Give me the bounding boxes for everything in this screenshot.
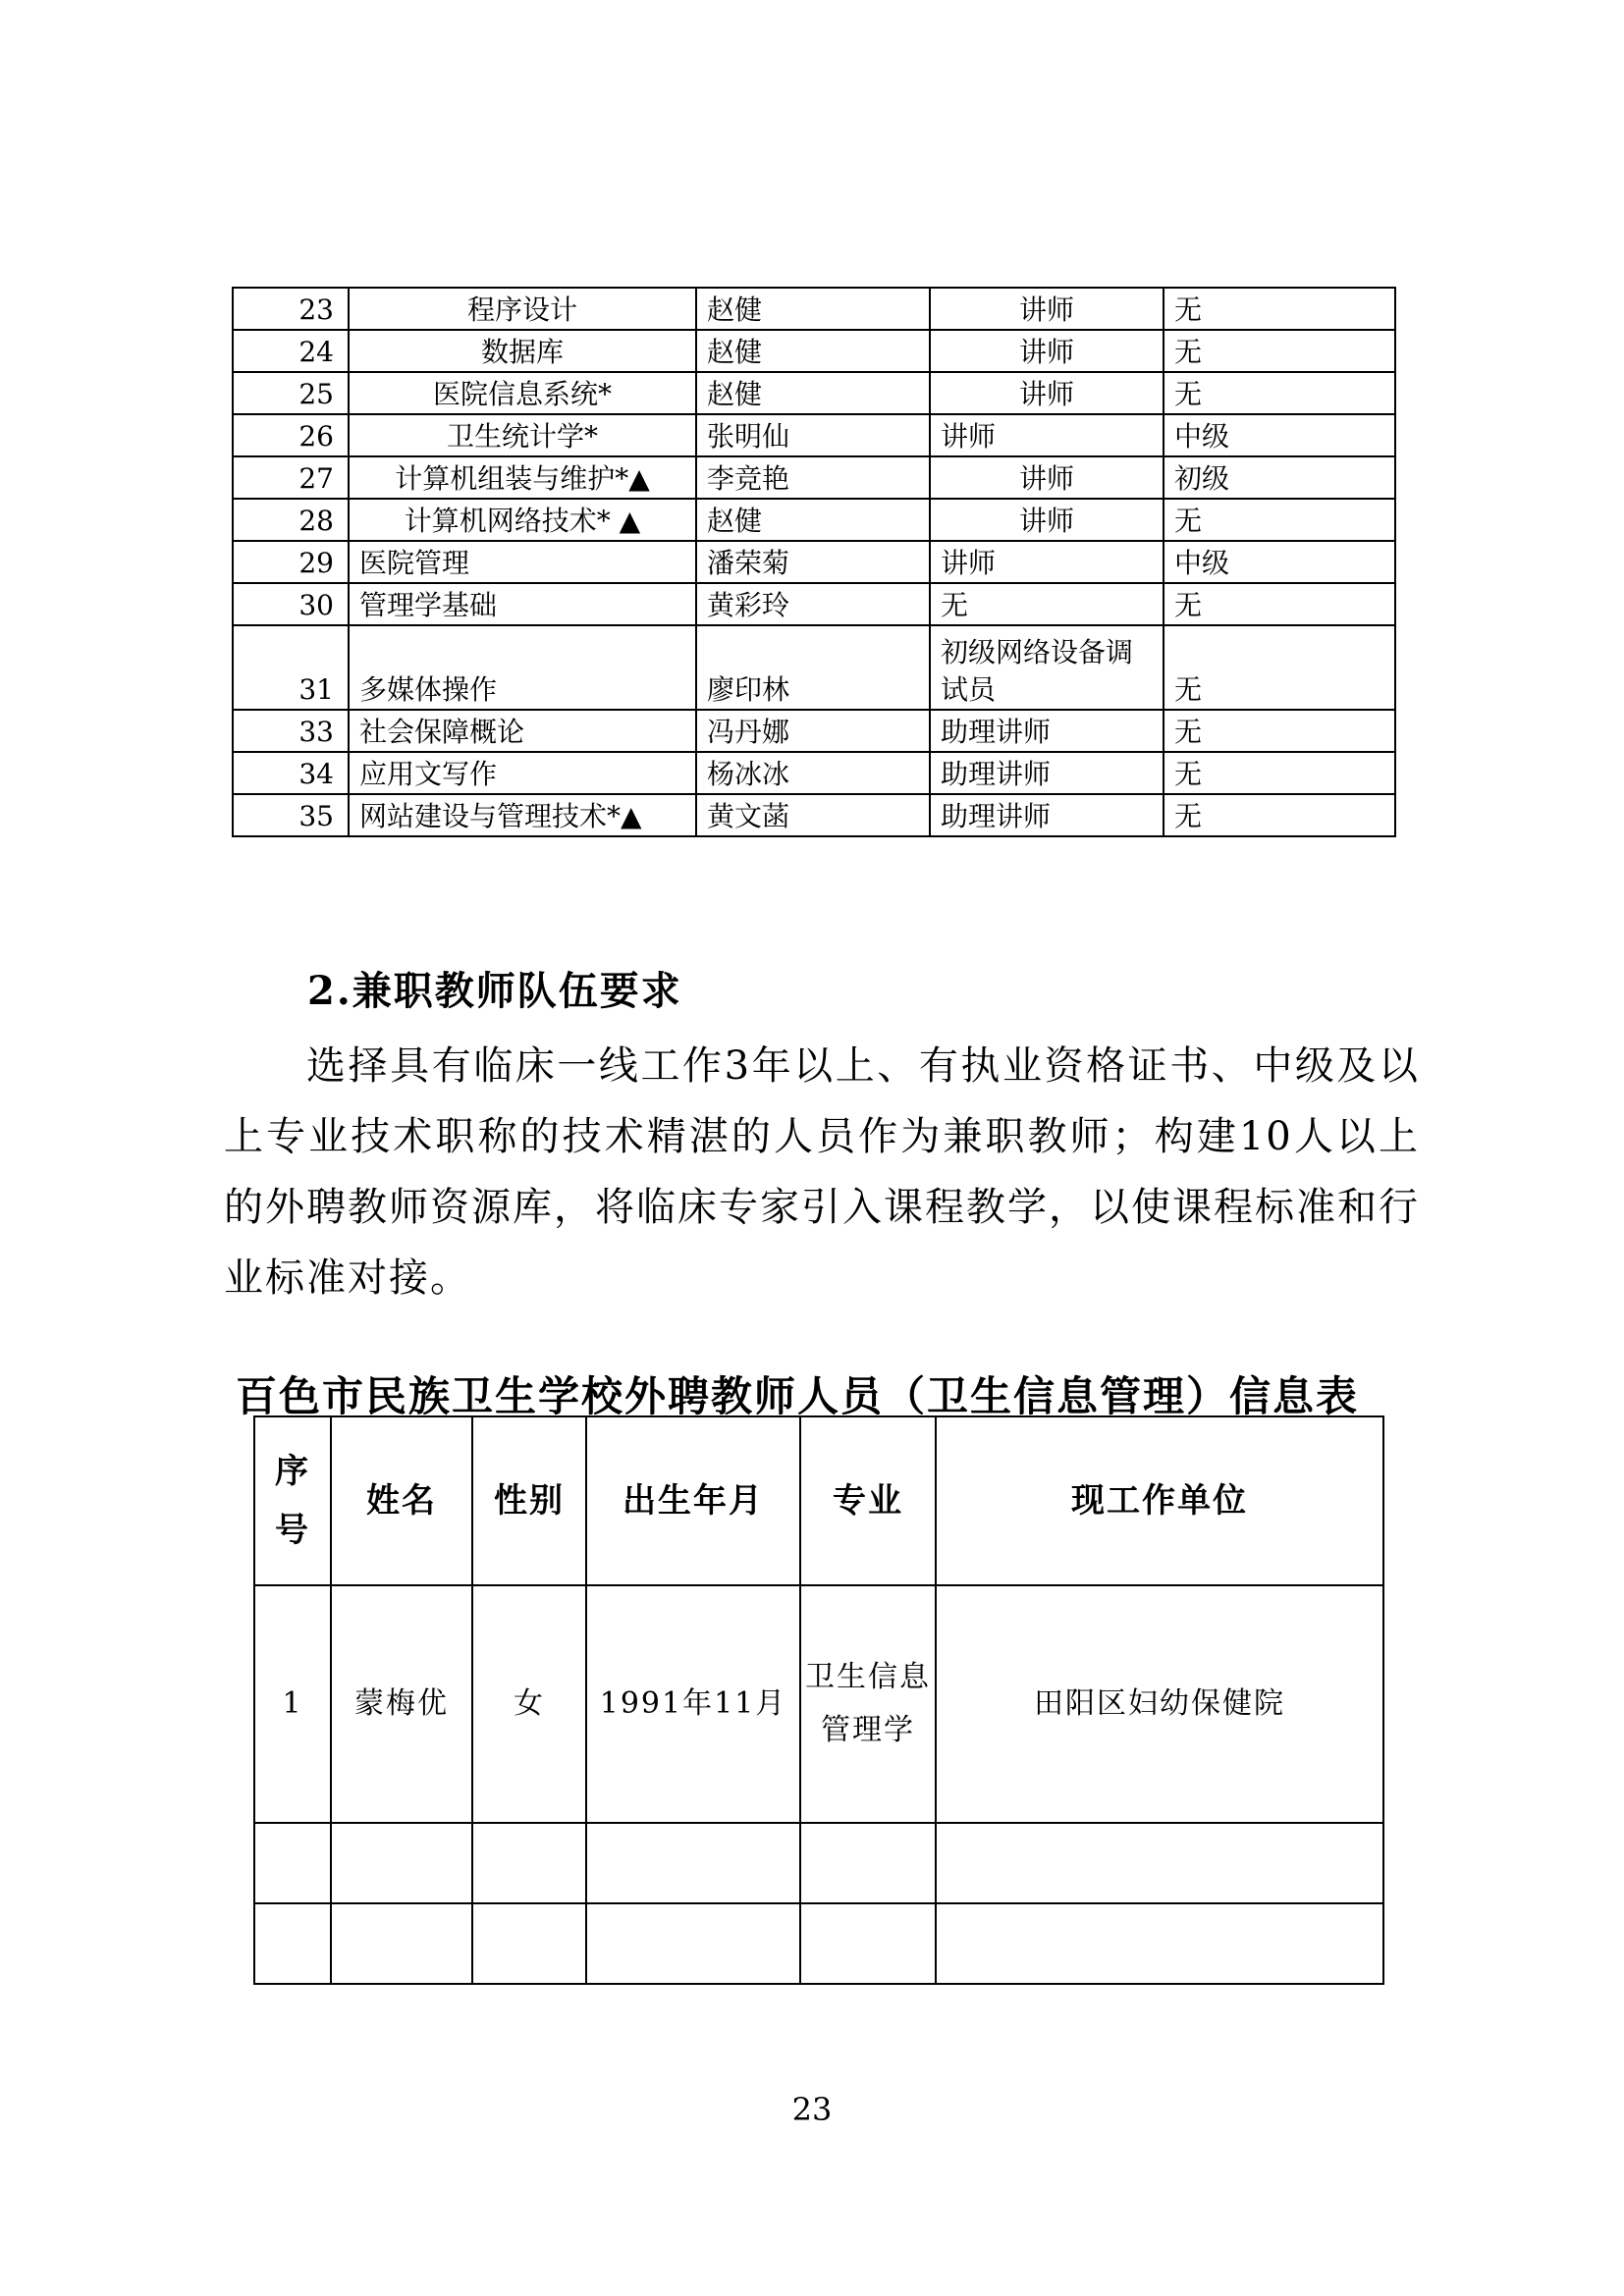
teacher-name-cell: 黄文菡 xyxy=(696,794,930,836)
teacher-name-cell: 廖印林 xyxy=(696,625,930,710)
empty-cell xyxy=(331,1823,472,1903)
teacher-name-cell: 赵健 xyxy=(696,499,930,541)
course-name-cell: 管理学基础 xyxy=(349,583,696,625)
row-number-cell: 30 xyxy=(233,583,349,625)
teacher-title-cell: 讲师 xyxy=(930,288,1164,330)
table-header-row xyxy=(254,1416,1383,1585)
row-number-cell: 26 xyxy=(233,414,349,456)
teacher-title-cell: 讲师 xyxy=(930,414,1164,456)
course-name-cell: 医院管理 xyxy=(349,541,696,583)
empty-cell xyxy=(800,1903,936,1984)
birth-cell: 1991年11月 xyxy=(586,1585,800,1823)
qualification-cell: 无 xyxy=(1164,499,1395,541)
qualification-cell: 无 xyxy=(1164,625,1395,710)
header-no: 序 号 xyxy=(254,1416,331,1585)
table-caption: 百色市民族卫生学校外聘教师人员（卫生信息管理）信息表 xyxy=(236,1372,1360,1420)
teacher-name-cell: 赵健 xyxy=(696,288,930,330)
header-birth: 出生年月 xyxy=(586,1416,800,1585)
empty-cell xyxy=(254,1903,331,1984)
table-row xyxy=(233,414,1395,456)
header-name: 姓名 xyxy=(331,1416,472,1585)
course-name-cell: 计算机网络技术* ▲ xyxy=(349,499,696,541)
teacher-name-cell: 赵健 xyxy=(696,330,930,372)
course-name-cell: 应用文写作 xyxy=(349,752,696,794)
course-teacher-table-body xyxy=(233,288,1395,836)
teacher-title-cell: 讲师 xyxy=(930,499,1164,541)
course-name-cell: 网站建设与管理技术*▲ xyxy=(349,794,696,836)
table-row xyxy=(233,288,1395,330)
empty-cell xyxy=(331,1903,472,1984)
qualification-cell: 无 xyxy=(1164,710,1395,752)
table-row xyxy=(233,372,1395,414)
qualification-cell: 中级 xyxy=(1164,541,1395,583)
empty-table-row xyxy=(254,1823,1383,1903)
header-employer: 现工作单位 xyxy=(936,1416,1383,1585)
table-row xyxy=(233,625,1395,710)
row-number-cell: 28 xyxy=(233,499,349,541)
external-teacher-table xyxy=(253,1415,1384,1985)
qualification-cell: 无 xyxy=(1164,583,1395,625)
header-major: 专业 xyxy=(800,1416,936,1585)
course-name-cell: 数据库 xyxy=(349,330,696,372)
teacher-name-cell: 张明仙 xyxy=(696,414,930,456)
table-row xyxy=(233,499,1395,541)
teacher-title-cell: 讲师 xyxy=(930,372,1164,414)
teacher-title-cell: 无 xyxy=(930,583,1164,625)
qualification-cell: 初级 xyxy=(1164,456,1395,499)
page-number: 23 xyxy=(791,2091,833,2128)
row-number-cell: 34 xyxy=(233,752,349,794)
teacher-title-cell: 助理讲师 xyxy=(930,752,1164,794)
empty-cell xyxy=(586,1823,800,1903)
row-number-cell: 25 xyxy=(233,372,349,414)
table-row xyxy=(233,710,1395,752)
name-cell: 蒙梅优 xyxy=(331,1585,472,1823)
empty-cell xyxy=(472,1823,586,1903)
table-row xyxy=(233,330,1395,372)
teacher-title-cell: 助理讲师 xyxy=(930,710,1164,752)
no-cell: 1 xyxy=(254,1585,331,1823)
major-cell: 卫生信息管理学 xyxy=(800,1585,936,1823)
table-row xyxy=(254,1585,1383,1823)
qualification-cell: 无 xyxy=(1164,794,1395,836)
section-paragraph: 选择具有临床一线工作3年以上、有执业资格证书、中级及以上专业技术职称的技术精湛的人员作为兼职教师；构建10人以上的外聘教师资源库，将临床专家引入课程教学，以使课程标准和行业标准对接。 xyxy=(224,1043,1420,1301)
row-number-cell: 31 xyxy=(233,625,349,710)
header-gender: 性别 xyxy=(472,1416,586,1585)
row-number-cell: 24 xyxy=(233,330,349,372)
course-name-cell: 医院信息系统* xyxy=(349,372,696,414)
course-name-cell: 卫生统计学* xyxy=(349,414,696,456)
table-row xyxy=(233,794,1395,836)
row-number-cell: 23 xyxy=(233,288,349,330)
qualification-cell: 无 xyxy=(1164,288,1395,330)
teacher-title-cell: 初级网络设备调试员 xyxy=(930,625,1164,710)
employer-cell: 田阳区妇幼保健院 xyxy=(936,1585,1383,1823)
table-row xyxy=(233,541,1395,583)
gender-cell: 女 xyxy=(472,1585,586,1823)
row-number-cell: 27 xyxy=(233,456,349,499)
course-teacher-table xyxy=(232,287,1396,837)
empty-table-row xyxy=(254,1903,1383,1984)
course-name-cell: 程序设计 xyxy=(349,288,696,330)
teacher-title-cell: 讲师 xyxy=(930,541,1164,583)
empty-cell xyxy=(472,1903,586,1984)
empty-cell xyxy=(586,1903,800,1984)
teacher-name-cell: 冯丹娜 xyxy=(696,710,930,752)
table-row xyxy=(233,456,1395,499)
row-number-cell: 35 xyxy=(233,794,349,836)
course-name-cell: 社会保障概论 xyxy=(349,710,696,752)
row-number-cell: 29 xyxy=(233,541,349,583)
table-row xyxy=(233,583,1395,625)
qualification-cell: 无 xyxy=(1164,330,1395,372)
course-name-cell: 计算机组装与维护*▲ xyxy=(349,456,696,499)
teacher-title-cell: 助理讲师 xyxy=(930,794,1164,836)
table-row xyxy=(233,752,1395,794)
course-name-cell: 多媒体操作 xyxy=(349,625,696,710)
teacher-name-cell: 杨冰冰 xyxy=(696,752,930,794)
empty-cell xyxy=(936,1903,1383,1984)
empty-cell xyxy=(254,1823,331,1903)
qualification-cell: 无 xyxy=(1164,372,1395,414)
empty-cell xyxy=(800,1823,936,1903)
row-number-cell: 33 xyxy=(233,710,349,752)
teacher-name-cell: 赵健 xyxy=(696,372,930,414)
qualification-cell: 无 xyxy=(1164,752,1395,794)
external-teacher-table-body xyxy=(254,1585,1383,1984)
qualification-cell: 中级 xyxy=(1164,414,1395,456)
section-heading: 2.兼职教师队伍要求 xyxy=(307,968,682,1014)
teacher-title-cell: 讲师 xyxy=(930,330,1164,372)
teacher-name-cell: 李竞艳 xyxy=(696,456,930,499)
teacher-name-cell: 黄彩玲 xyxy=(696,583,930,625)
teacher-title-cell: 讲师 xyxy=(930,456,1164,499)
empty-cell xyxy=(936,1823,1383,1903)
teacher-name-cell: 潘荣菊 xyxy=(696,541,930,583)
